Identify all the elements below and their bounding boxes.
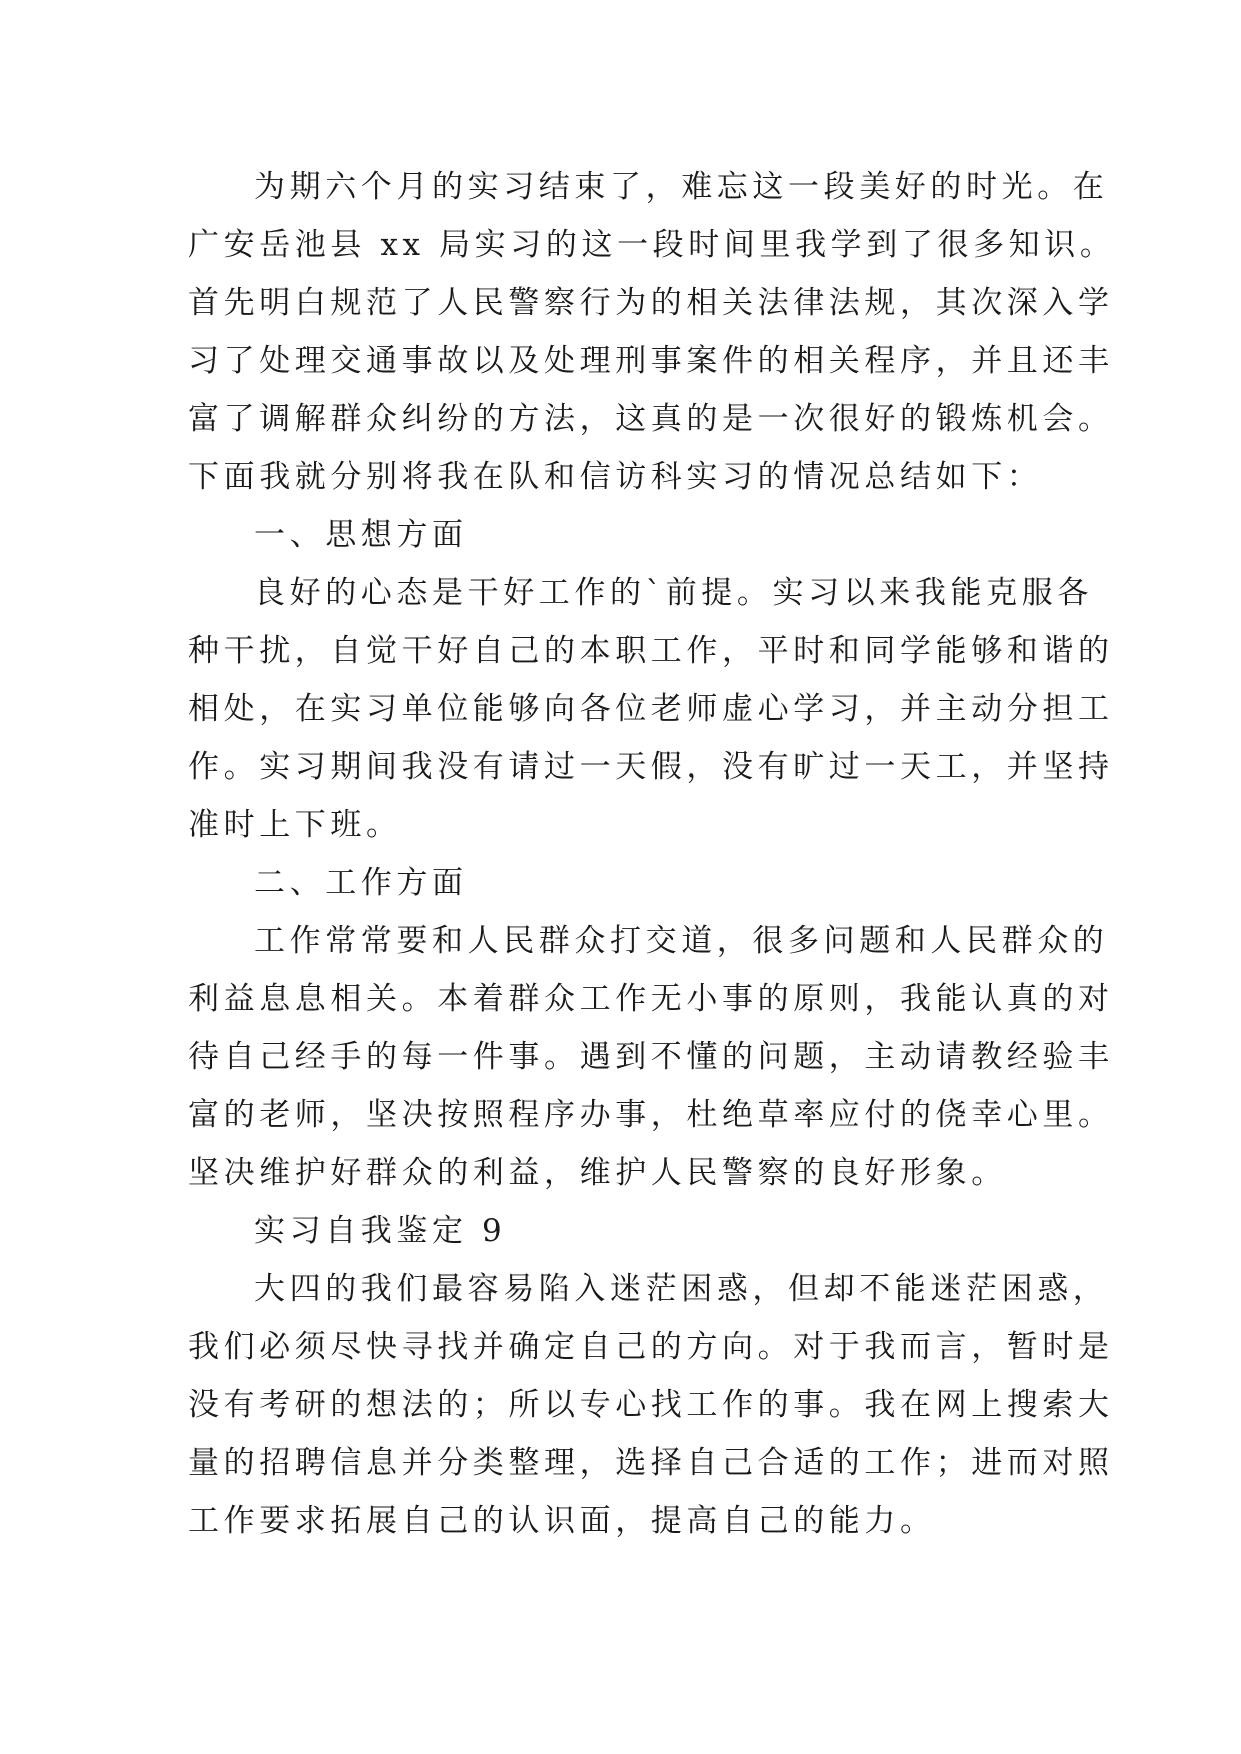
text-line: 没有考研的想法的；所以专心找工作的事。我在网上搜索大 [188, 1387, 1114, 1423]
text-line: 坚决维护好群众的利益，维护人民警察的良好形象。 [188, 1155, 1007, 1191]
document-body [188, 158, 1116, 1550]
text-line: 准时上下班。 [188, 807, 402, 843]
text-line: 实习自我鉴定 9 [254, 1213, 507, 1249]
text-line: 二、工作方面 [254, 865, 468, 901]
text-line: 种干扰，自觉干好自己的本职工作，平时和同学能够和谐的 [188, 633, 1114, 669]
text-line: 广安岳池县 xx 局实习的这一段时间里我学到了很多知识。 [188, 227, 1116, 263]
text-line: 大四的我们最容易陷入迷茫困惑，但却不能迷茫困惑， [254, 1271, 1109, 1307]
text-line: 工作常常要和人民群众打交道，很多问题和人民群众的 [254, 923, 1109, 959]
text-line: 下面我就分别将我在队和信访科实习的情况总结如下： [188, 459, 1043, 495]
text-line: 利益息息相关。本着群众工作无小事的原则，我能认真的对 [188, 981, 1114, 1017]
text-line: 习了处理交通事故以及处理刑事案件的相关程序，并且还丰 [188, 343, 1114, 379]
text-line: 作。实习期间我没有请过一天假，没有旷过一天工，并坚持 [188, 749, 1114, 785]
text-line: 富的老师，坚决按照程序办事，杜绝草率应付的侥幸心里。 [188, 1097, 1114, 1133]
text-line: 首先明白规范了人民警察行为的相关法律法规，其次深入学 [188, 285, 1114, 321]
text-line: 工作要求拓展自己的认识面，提高自己的能力。 [188, 1503, 936, 1539]
text-line: 待自己经手的每一件事。遇到不懂的问题，主动请教经验丰 [188, 1039, 1114, 1075]
text-line: 良好的心态是干好工作的`前提。实习以来我能克服各 [254, 575, 1093, 611]
text-line: 为期六个月的实习结束了，难忘这一段美好的时光。在 [254, 169, 1109, 205]
text-line: 我们必须尽快寻找并确定自己的方向。对于我而言，暂时是 [188, 1329, 1114, 1365]
text-line: 量的招聘信息并分类整理，选择自己合适的工作；进而对照 [188, 1445, 1114, 1481]
text-line: 相处，在实习单位能够向各位老师虚心学习，并主动分担工 [188, 691, 1114, 727]
text-line: 一、思想方面 [254, 517, 468, 553]
text-line: 富了调解群众纠纷的方法，这真的是一次很好的锻炼机会。 [188, 401, 1114, 437]
